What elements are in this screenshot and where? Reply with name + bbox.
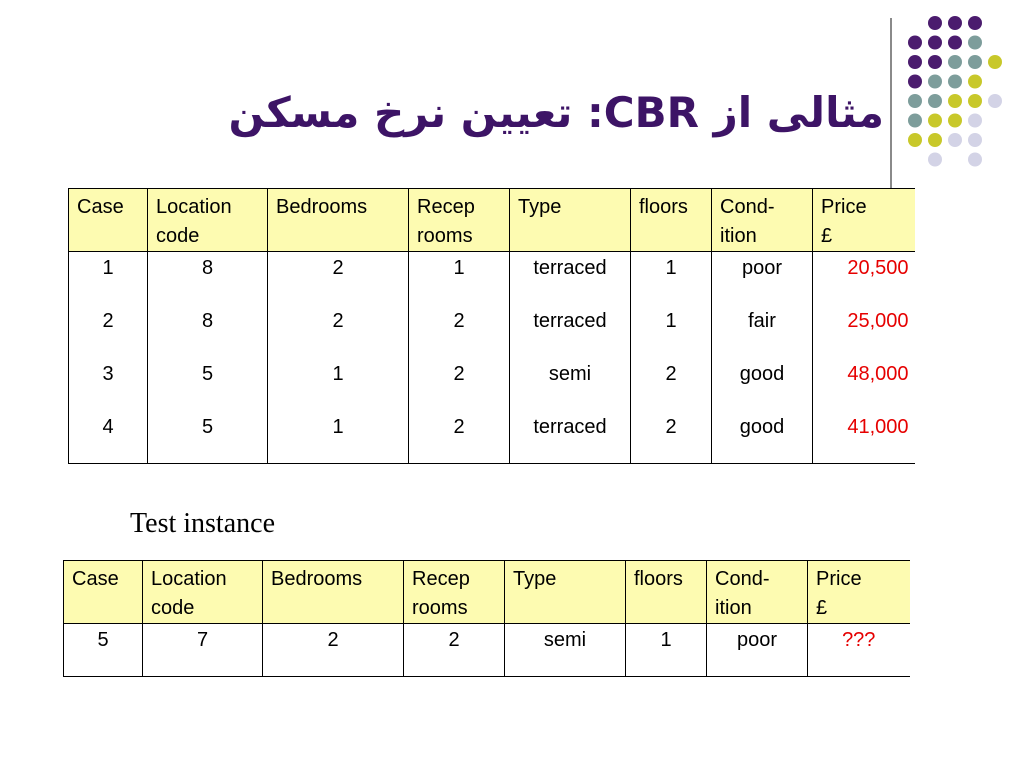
header-floors: floors bbox=[631, 189, 712, 252]
cell-floors: 1 bbox=[631, 252, 712, 305]
cell-floors: 1 bbox=[631, 305, 712, 358]
decorative-dot bbox=[968, 94, 982, 108]
decorative-dot bbox=[908, 75, 922, 89]
decorative-dot bbox=[968, 55, 982, 69]
cell-condition: fair bbox=[712, 305, 813, 358]
decorative-dot bbox=[948, 36, 962, 50]
cell-condition: poor bbox=[707, 624, 808, 677]
cell-location-code: 8 bbox=[148, 252, 268, 305]
title-divider bbox=[890, 18, 892, 188]
decorative-dot bbox=[908, 55, 922, 69]
test-header-row bbox=[64, 561, 910, 624]
header-recep-rooms: Recep rooms bbox=[404, 561, 505, 624]
cell-recep-rooms: 2 bbox=[409, 411, 510, 464]
slide-title: مثالی از CBR: تعیین نرخ مسکن bbox=[228, 88, 884, 137]
cell-location-code: 8 bbox=[148, 305, 268, 358]
header-location-code: Location code bbox=[143, 561, 263, 624]
decorative-dot bbox=[948, 94, 962, 108]
test-table bbox=[63, 560, 910, 677]
decorative-dot bbox=[948, 133, 962, 147]
decorative-dot bbox=[968, 133, 982, 147]
decorative-dot bbox=[988, 94, 1002, 108]
cell-condition: good bbox=[712, 358, 813, 411]
cell-type: semi bbox=[510, 358, 631, 411]
cell-floors: 1 bbox=[626, 624, 707, 677]
cell-case: 2 bbox=[69, 305, 148, 358]
decorative-dot bbox=[908, 114, 922, 128]
decorative-dots bbox=[895, 12, 1024, 172]
header-condition: Cond- ition bbox=[712, 189, 813, 252]
cell-location-code: 5 bbox=[148, 358, 268, 411]
decorative-dot bbox=[908, 94, 922, 108]
header-type: Type bbox=[510, 189, 631, 252]
cell-type: terraced bbox=[510, 411, 631, 464]
header-floors: floors bbox=[626, 561, 707, 624]
header-price: Price £ bbox=[808, 561, 910, 624]
cases-table bbox=[68, 188, 915, 464]
header-type: Type bbox=[505, 561, 626, 624]
decorative-dot bbox=[988, 55, 1002, 69]
header-condition: Cond- ition bbox=[707, 561, 808, 624]
cell-type: terraced bbox=[510, 252, 631, 305]
table-row bbox=[69, 305, 915, 358]
decorative-dot bbox=[928, 114, 942, 128]
cell-price: ??? bbox=[808, 624, 910, 677]
header-case: Case bbox=[64, 561, 143, 624]
cell-bedrooms: 2 bbox=[263, 624, 404, 677]
decorative-dot bbox=[968, 153, 982, 167]
header-recep-rooms: Recep rooms bbox=[409, 189, 510, 252]
cell-condition: poor bbox=[712, 252, 813, 305]
header-bedrooms: Bedrooms bbox=[268, 189, 409, 252]
cell-bedrooms: 1 bbox=[268, 411, 409, 464]
decorative-dot bbox=[948, 114, 962, 128]
decorative-dot bbox=[908, 36, 922, 50]
cell-floors: 2 bbox=[631, 411, 712, 464]
decorative-dot bbox=[928, 36, 942, 50]
cases-header-row bbox=[69, 189, 915, 252]
decorative-dot bbox=[928, 153, 942, 167]
decorative-dot bbox=[968, 36, 982, 50]
cell-type: semi bbox=[505, 624, 626, 677]
header-price: Price £ bbox=[813, 189, 915, 252]
cell-price: 48,000 bbox=[813, 358, 915, 411]
cell-case: 1 bbox=[69, 252, 148, 305]
decorative-dot bbox=[928, 94, 942, 108]
cell-location-code: 5 bbox=[148, 411, 268, 464]
test-instance-label: Test instance bbox=[130, 508, 275, 539]
cell-bedrooms: 2 bbox=[268, 252, 409, 305]
decorative-dot bbox=[928, 16, 942, 30]
cell-type: terraced bbox=[510, 305, 631, 358]
decorative-dot bbox=[928, 75, 942, 89]
decorative-dot bbox=[968, 16, 982, 30]
table-row bbox=[64, 624, 910, 677]
cell-condition: good bbox=[712, 411, 813, 464]
cell-bedrooms: 2 bbox=[268, 305, 409, 358]
table-row bbox=[69, 358, 915, 411]
header-location-code: Location code bbox=[148, 189, 268, 252]
cell-case: 5 bbox=[64, 624, 143, 677]
cell-case: 3 bbox=[69, 358, 148, 411]
cell-price: 20,500 bbox=[813, 252, 915, 305]
cell-recep-rooms: 1 bbox=[409, 252, 510, 305]
decorative-dot bbox=[908, 133, 922, 147]
cell-recep-rooms: 2 bbox=[409, 305, 510, 358]
decorative-dot bbox=[948, 16, 962, 30]
cell-recep-rooms: 2 bbox=[409, 358, 510, 411]
cell-location-code: 7 bbox=[143, 624, 263, 677]
cell-price: 25,000 bbox=[813, 305, 915, 358]
cell-bedrooms: 1 bbox=[268, 358, 409, 411]
table-row bbox=[69, 252, 915, 305]
decorative-dot bbox=[968, 114, 982, 128]
cell-case: 4 bbox=[69, 411, 148, 464]
decorative-dot bbox=[948, 75, 962, 89]
cell-floors: 2 bbox=[631, 358, 712, 411]
cell-price: 41,000 bbox=[813, 411, 915, 464]
table-row bbox=[69, 411, 915, 464]
decorative-dot bbox=[948, 55, 962, 69]
decorative-dot bbox=[928, 55, 942, 69]
cell-recep-rooms: 2 bbox=[404, 624, 505, 677]
decorative-dot bbox=[928, 133, 942, 147]
decorative-dot bbox=[968, 75, 982, 89]
header-bedrooms: Bedrooms bbox=[263, 561, 404, 624]
header-case: Case bbox=[69, 189, 148, 252]
